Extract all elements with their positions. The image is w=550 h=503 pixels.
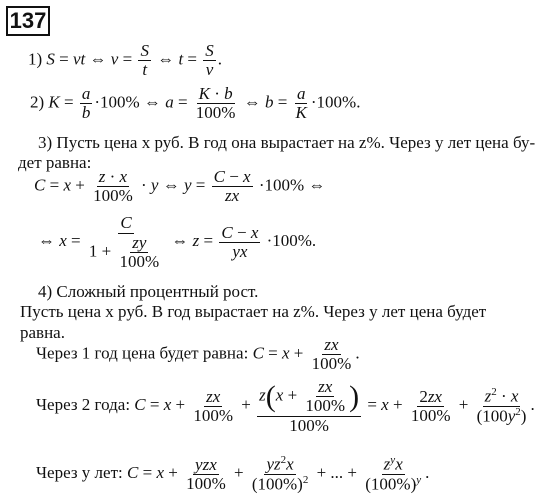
year-1-label: Через 1 год цена будет равна: [36, 343, 249, 363]
year-2-label: Через 2 года: [36, 395, 131, 415]
year-y-label: Через y лет: [36, 462, 123, 482]
item-3-intro-line-2: дет равна: [18, 153, 92, 172]
item-3-equation-line-2: ⇔ x = C 1 + $\frac{zy}{100\%}$ ⇔ z = $\frac{C - x}{yx}$ ·100%. [38, 213, 317, 271]
item-3-equation-line-1: C = x + $\frac{z \cdot x}{100\%}$ · y ⇔ y = $\frac{C - x}{zx}$ ·100% ⇔ [34, 167, 326, 205]
year-y-row: Через y лет: C = x + $\frac{\text{yzx}}{100\%}$ + $\frac{yz^2x}{(100\%)^2}$ + ... + $\frac{z^yx}{(100\%)^y}$ . [36, 454, 430, 494]
problem-number-badge: 137 [6, 6, 50, 36]
item-4-intro-line-1: Пусть цена x руб. В год вырастает на z%. Через y лет цена будет [20, 302, 487, 321]
year-2-row: Через 2 года: C = x + $\frac{zx}{100\%}$ + z(x + $\frac{zx}{100\%}$ ) 100% = x + $\frac{2zx}{100\%}$ + $\frac{z^2 \cdot x}{(100y^2)}$ . [36, 377, 535, 435]
item-2-formula: 2) K = $\frac{a}{b}$ ·100% ⇔ a = $\frac{K \cdot b}{100\%}$ ⇔ b = $\frac{a}{K}$ ·100%. [30, 84, 361, 122]
item-4-intro-line-2: равна. [20, 323, 65, 342]
year-1-row: Через 1 год цена будет равна: C = x + $\frac{zx}{100\%}$ . [36, 335, 360, 373]
item-3-intro-line-1: 3) Пусть цена x руб. В год она вырастает на z%. Через y лет цена бу- [38, 133, 536, 152]
item-4-title: 4) Сложный процентный рост. [38, 282, 259, 301]
item-1-formula: 1) S = vt ⇔ v = $\frac{S}{t}$ ⇔ t = $\frac{S}{v}$ . [28, 41, 223, 79]
